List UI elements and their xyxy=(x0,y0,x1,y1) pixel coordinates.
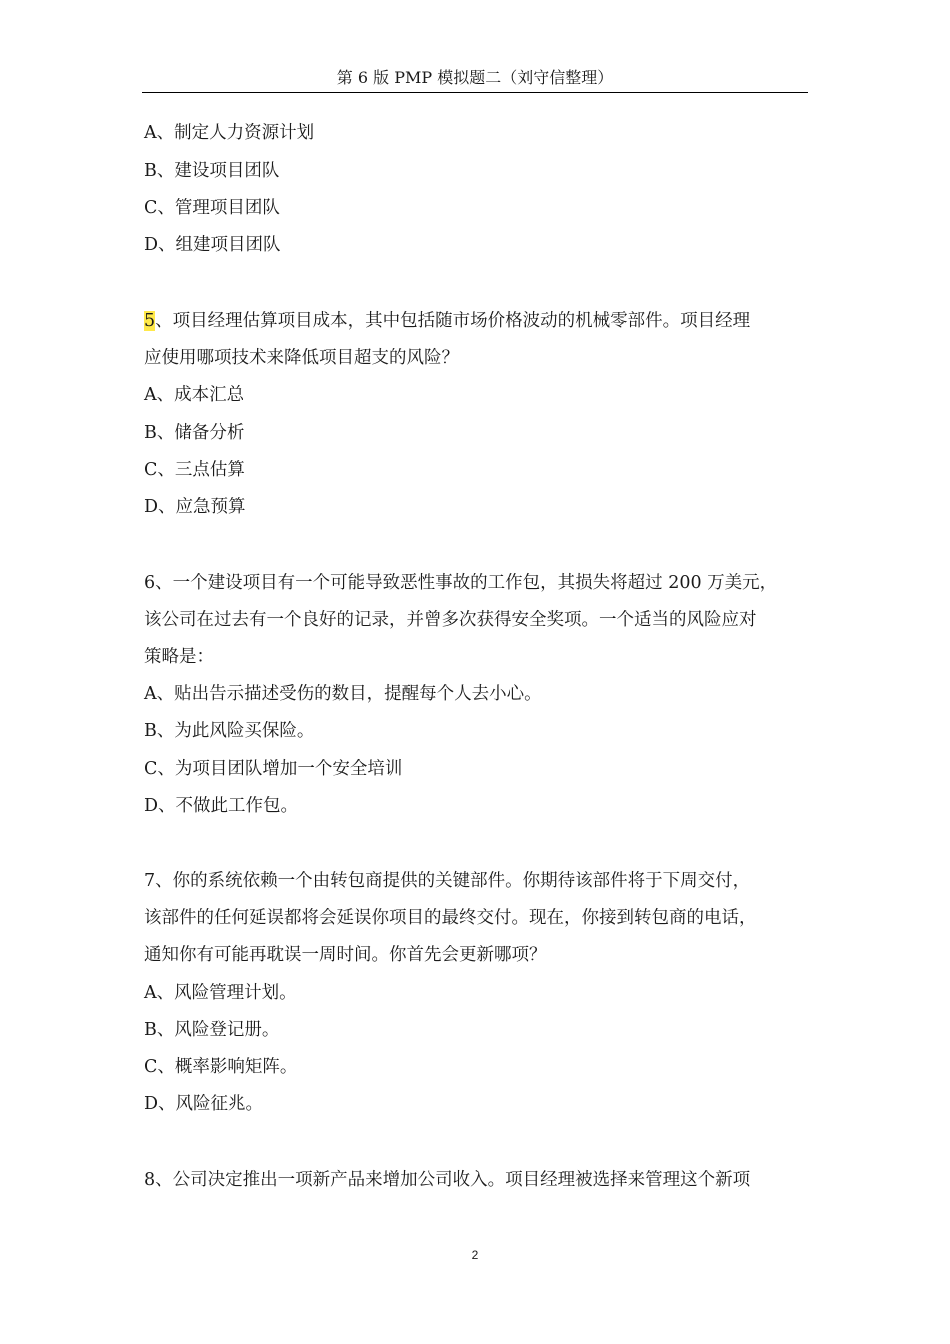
q6-stem-line-2: 该公司在过去有一个良好的记录，并曾多次获得安全奖项。一个适当的风险应对 xyxy=(144,610,757,630)
page-header: 第 6 版 PMP 模拟题二（刘守信整理） xyxy=(336,68,614,87)
page-number: 2 xyxy=(471,1248,479,1262)
q6-option-c: C、为项目团队增加一个安全培训 xyxy=(144,759,403,779)
q5-option-c: C、三点估算 xyxy=(144,460,245,480)
q7-stem-line-2: 该部件的任何延误都将会延误你项目的最终交付。现在，你接到转包商的电话， xyxy=(144,908,757,928)
q7-stem-line-1: 7、你的系统依赖一个由转包商提供的关键部件。你期待该部件将于下周交付， xyxy=(144,871,751,891)
q6-stem-line-3: 策略是： xyxy=(144,647,214,667)
q4-option-a: A、制定人力资源计划 xyxy=(144,123,315,143)
q5-option-b: B、储备分析 xyxy=(144,423,245,443)
q4-option-b: B、建设项目团队 xyxy=(144,161,280,181)
q5-number-highlight: 5 xyxy=(144,311,156,331)
q5-stem-line-2: 应使用哪项技术来降低项目超支的风险？ xyxy=(144,348,459,368)
q7-option-c: C、概率影响矩阵。 xyxy=(144,1057,298,1077)
q5-stem-text: 、项目经理估算项目成本，其中包括随市场价格波动的机械零部件。项目经理 xyxy=(155,311,751,331)
header-rule xyxy=(142,92,808,93)
q4-option-c: C、管理项目团队 xyxy=(144,198,280,218)
q5-stem-line-1 xyxy=(144,308,750,334)
q6-option-b: B、为此风险买保险。 xyxy=(144,721,315,741)
q6-option-a: A、贴出告示描述受伤的数目，提醒每个人去小心。 xyxy=(144,684,542,704)
q7-option-a: A、风险管理计划。 xyxy=(144,983,297,1003)
q7-option-d: D、风险征兆。 xyxy=(144,1094,264,1114)
q5-option-a: A、成本汇总 xyxy=(144,385,245,405)
q6-stem-line-1: 6、一个建设项目有一个可能导致恶性事故的工作包，其损失将超过 200 万美元， xyxy=(144,573,778,593)
q7-option-b: B、风险登记册。 xyxy=(144,1020,280,1040)
q5-option-d: D、应急预算 xyxy=(144,497,246,517)
q7-stem-line-3: 通知你有可能再耽误一周时间。你首先会更新哪项？ xyxy=(144,945,547,965)
q6-option-d: D、不做此工作包。 xyxy=(144,796,299,816)
q8-stem-line-1: 8、公司决定推出一项新产品来增加公司收入。项目经理被选择来管理这个新项 xyxy=(144,1170,751,1190)
q4-option-d: D、组建项目团队 xyxy=(144,235,281,255)
